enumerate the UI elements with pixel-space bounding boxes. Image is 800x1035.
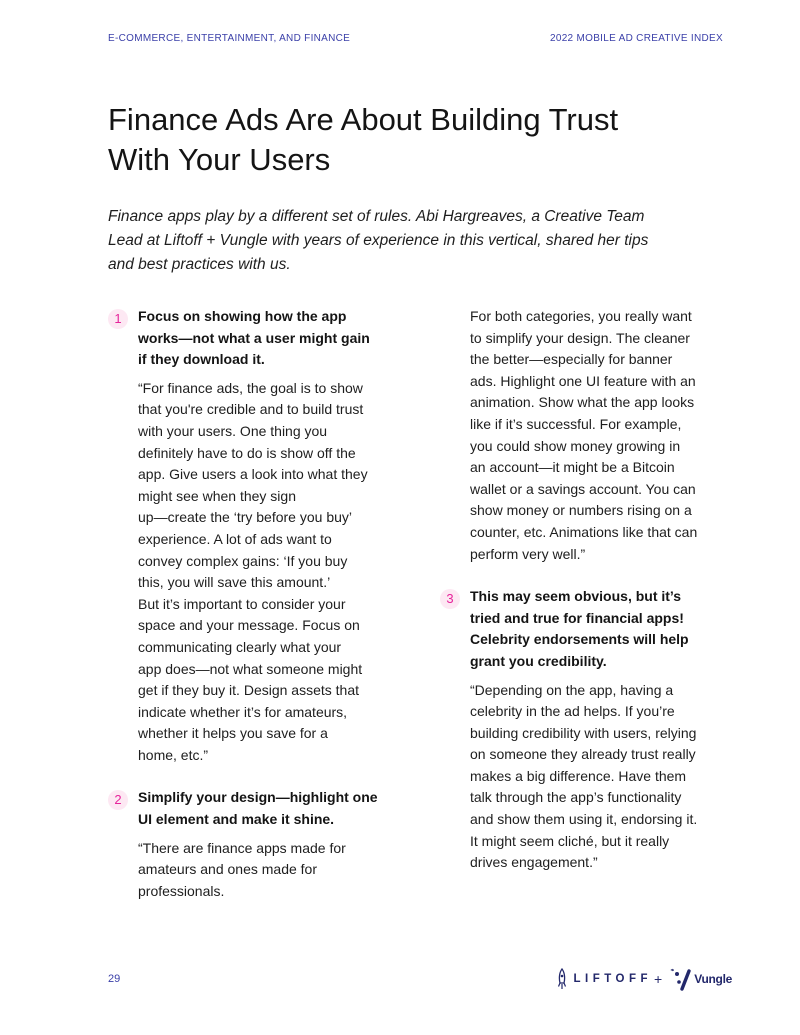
running-header-section: E-COMMERCE, ENTERTAINMENT, AND FINANCE	[108, 33, 351, 44]
page-title	[108, 100, 708, 180]
rocket-icon	[557, 968, 567, 990]
tip-body: “For finance ads, the goal is to show that you're credible and to build trust with your users. One thing you definitely have to do is show off the app. Give users a look into what they might see when they sign up—create the ‘try before you buy’ experience. A lot of ads want to convey complex gains: ‘If you buy this, you will save this amount.’ But it’s important to consider your space and your message. Focus on communicating clearly what your app does—not what someone might get if they buy it. Design assets that indicate whether it’s for amateurs, whether it helps you save for a home, etc.”	[138, 379, 368, 763]
right-column	[440, 306, 740, 874]
tip-body: “There are finance apps made for amateurs and ones made for professionals.	[138, 839, 346, 899]
page-number: 29	[108, 973, 121, 985]
logo-plus: +	[654, 971, 663, 987]
tip-3	[440, 586, 740, 874]
intro-line: and best practices with us.	[108, 256, 291, 273]
tip-title: Simplify your design—highlight one UI element and make it shine.	[138, 789, 378, 828]
tip-2-body-continued: For both categories, you really want to simplify your design. The cleaner the better—especially for banner ads. Highlight one UI feature with an animation. Show what the app looks like if it’s successful. For example, you could show money growing in an account—it might be a Bitcoin wallet or a savings account. You can show money or numbers rising on a counter, etc. Animations like that can perform very well.”	[470, 308, 698, 562]
intro-paragraph	[108, 205, 708, 277]
tip-1	[108, 306, 408, 766]
vungle-mark-icon	[670, 967, 692, 991]
intro-line: Lead at Liftoff + Vungle with years of experience in this vertical, shared her tips	[108, 232, 649, 249]
tip-title: This may seem obvious, but it’s tried and true for financial apps! Celebrity endorsements will help grant you credibility.	[470, 588, 689, 669]
tip-body: “Depending on the app, having a celebrity in the ad helps. If you’re building credibility with users, relying on someone they already trust really makes a big difference. Have them talk through the app’s functionality and show them using it, endorsing it. It might seem cliché, but it really drives engagement.”	[470, 681, 698, 871]
brand-logos	[557, 966, 732, 992]
intro-line: Finance apps play by a different set of rules. Abi Hargreaves, a Creative Team	[108, 208, 645, 225]
page-title-line: With Your Users	[108, 142, 331, 177]
liftoff-wordmark: LIFTOFF	[573, 973, 653, 985]
tip-number-badge: 2	[108, 790, 128, 810]
tip-title: Focus on showing how the app works—not what a user might gain if they download it.	[138, 308, 370, 368]
left-column	[108, 306, 408, 902]
page-title-line: Finance Ads Are About Building Trust	[108, 102, 619, 137]
tip-2	[108, 787, 408, 902]
vungle-wordmark: Vungle	[694, 972, 732, 986]
tip-number-badge: 3	[440, 589, 460, 609]
running-header-publication: 2022 MOBILE AD CREATIVE INDEX	[549, 33, 723, 44]
tip-number-badge: 1	[108, 309, 128, 329]
